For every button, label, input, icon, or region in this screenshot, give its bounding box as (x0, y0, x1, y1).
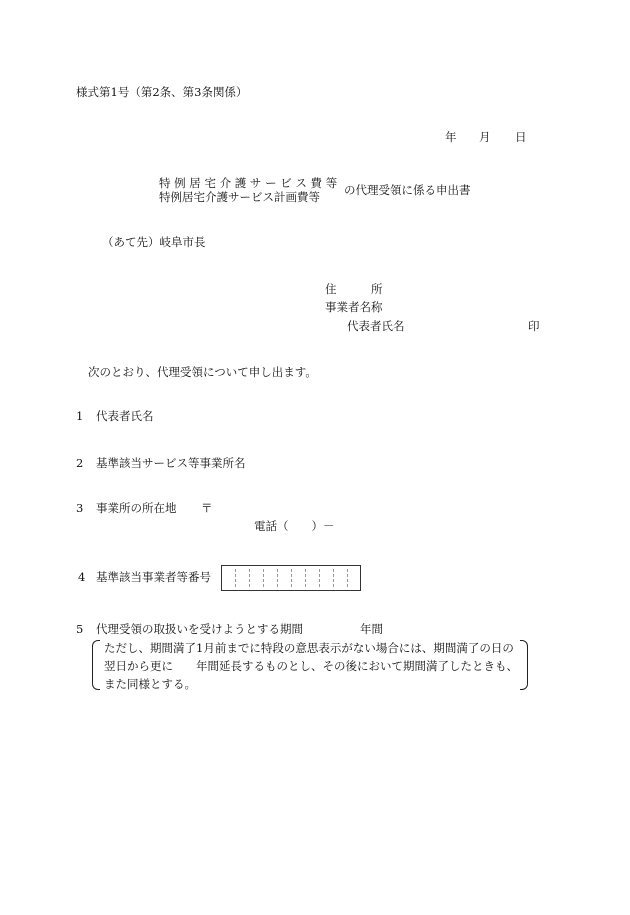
date-month-label: 月 (479, 130, 491, 144)
business-number-boxes[interactable] (221, 565, 361, 591)
item1-label: 代表者氏名 (96, 409, 154, 423)
digit-divider (263, 569, 264, 587)
digit-divider (305, 569, 306, 587)
address-label: 住 所 (325, 282, 383, 296)
digit-divider (235, 569, 236, 587)
note-line-2: 翌日から更に 年間延長するものとし、その後において期間満了したときも、 (104, 659, 518, 673)
digit-divider (277, 569, 278, 587)
form-number: 様式第1号（第2条、第3条関係） (76, 85, 248, 99)
item5-label: 代理受領の取扱いを受けようとする期間 (96, 622, 303, 636)
digit-divider (319, 569, 320, 587)
item4-number: 4 (78, 570, 86, 584)
intro-text: 次のとおり、代理受領について申し出ます。 (88, 365, 317, 379)
title-line-2: 特例居宅介護サービス計画費等 (159, 190, 320, 204)
item5-number: 5 (76, 622, 84, 636)
note-bracket-right (520, 640, 528, 690)
digit-divider (333, 569, 334, 587)
business-name-label: 事業者名称 (325, 300, 383, 314)
note-line-3: また同様とする。 (104, 677, 196, 691)
item3-number: 3 (76, 501, 84, 515)
date-day-label: 日 (515, 130, 527, 144)
item5-years: 年間 (360, 622, 383, 636)
digit-divider (249, 569, 250, 587)
addressee: （あて先）岐阜市長 (102, 235, 206, 249)
representative-label: 代表者氏名 (347, 319, 405, 333)
digit-divider (347, 569, 348, 587)
item2-number: 2 (76, 456, 84, 470)
note-line-1: ただし、期間満了1月前までに特段の意思表示がない場合には、期間満了の日の (104, 641, 514, 655)
digit-divider (291, 569, 292, 587)
phone-label: 電話（ ）－ (254, 519, 335, 533)
note-bracket-left (92, 640, 100, 690)
item2-label: 基準該当サービス等事業所名 (96, 456, 246, 470)
item4-label: 基準該当事業者等番号 (96, 570, 211, 584)
item1-number: 1 (76, 409, 84, 423)
item3-label: 事業所の所在地 (96, 501, 177, 515)
title-line-1: 特 例 居 宅 介 護 サ ー ビ ス 費 等 (159, 176, 338, 190)
postal-mark: 〒 (201, 501, 213, 515)
date-year-label: 年 (445, 130, 457, 144)
title-suffix: の代理受領に係る申出書 (344, 183, 471, 197)
seal-mark: 印 (528, 319, 540, 333)
